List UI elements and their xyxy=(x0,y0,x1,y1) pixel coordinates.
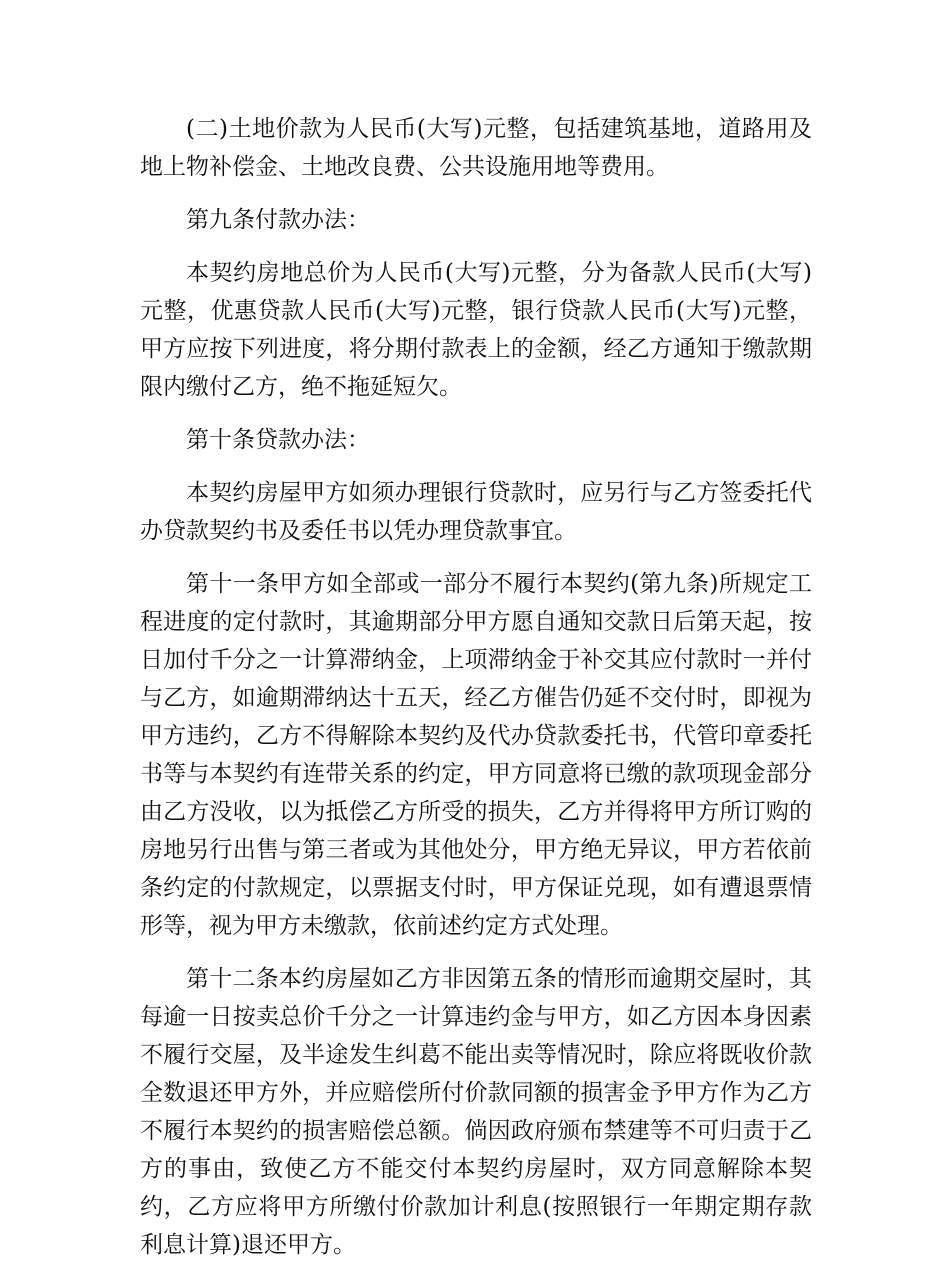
heading-article-9-payment: 第九条付款办法： xyxy=(186,207,370,233)
document-body xyxy=(140,110,812,1279)
paragraph-article-11: 第十一条甲方如全部或一部分不履行本契约(第九条)所规定工程进度的定付款时，其逾期部分甲方愿自通知交款日后第天起，按日加付千分之一计算滞纳金，上项滞纳金于补交其应付款时一并付与乙方，如逾期滞纳达十五天，经乙方催告仍延不交付时，即视为甲方违约，乙方不得解除本契约及代办贷款委托书，代管印章委托书等与本契约有连带关系的约定，甲方同意将已缴的款项现金部分由乙方没收，以为抵偿乙方所受的损失，乙方并得将甲方所订购的房地另行出售与第三者或为其他处分，甲方绝无异议，甲方若依前条约定的付款规定，以票据支付时，甲方保证兑现，如有遭退票情形等，视为甲方未缴款，依前述约定方式处理。 xyxy=(140,571,812,939)
paragraph-article-12: 第十二条本约房屋如乙方非因第五条的情形而逾期交屋时，其每逾一日按卖总价千分之一计算违约金与甲方，如乙方因本身因素不履行交屋，及半途发生纠葛不能出卖等情况时，除应将既收价款全数退还甲方外，并应赔偿所付价款同额的损害金予甲方作为乙方不履行本契约的损害赔偿总额。倘因政府颁布禁建等不可归责于乙方的事由，致使乙方不能交付本契约房屋时，双方同意解除本契约，乙方应将甲方所缴付价款加计利息(按照银行一年期定期存款利息计算)退还甲方。 xyxy=(140,966,812,1258)
paragraph-loan-procedure: 本契约房屋甲方如须办理银行贷款时，应另行与乙方签委托代办贷款契约书及委任书以凭办理贷款事宜。 xyxy=(140,480,812,544)
paragraph-total-price: 本契约房地总价为人民币(大写)元整，分为备款人民币(大写)元整，优惠贷款人民币(大写)元整，银行贷款人民币(大写)元整，甲方应按下列进度，将分期付款表上的金额，经乙方通知于缴款期限内缴付乙方，绝不拖延短欠。 xyxy=(140,260,812,400)
heading-article-10-loan: 第十条贷款办法： xyxy=(186,427,370,453)
paragraph-land-price: (二)土地价款为人民币(大写)元整，包括建筑基地，道路用及地上物补偿金、土地改良费、公共设施用地等费用。 xyxy=(140,116,812,180)
